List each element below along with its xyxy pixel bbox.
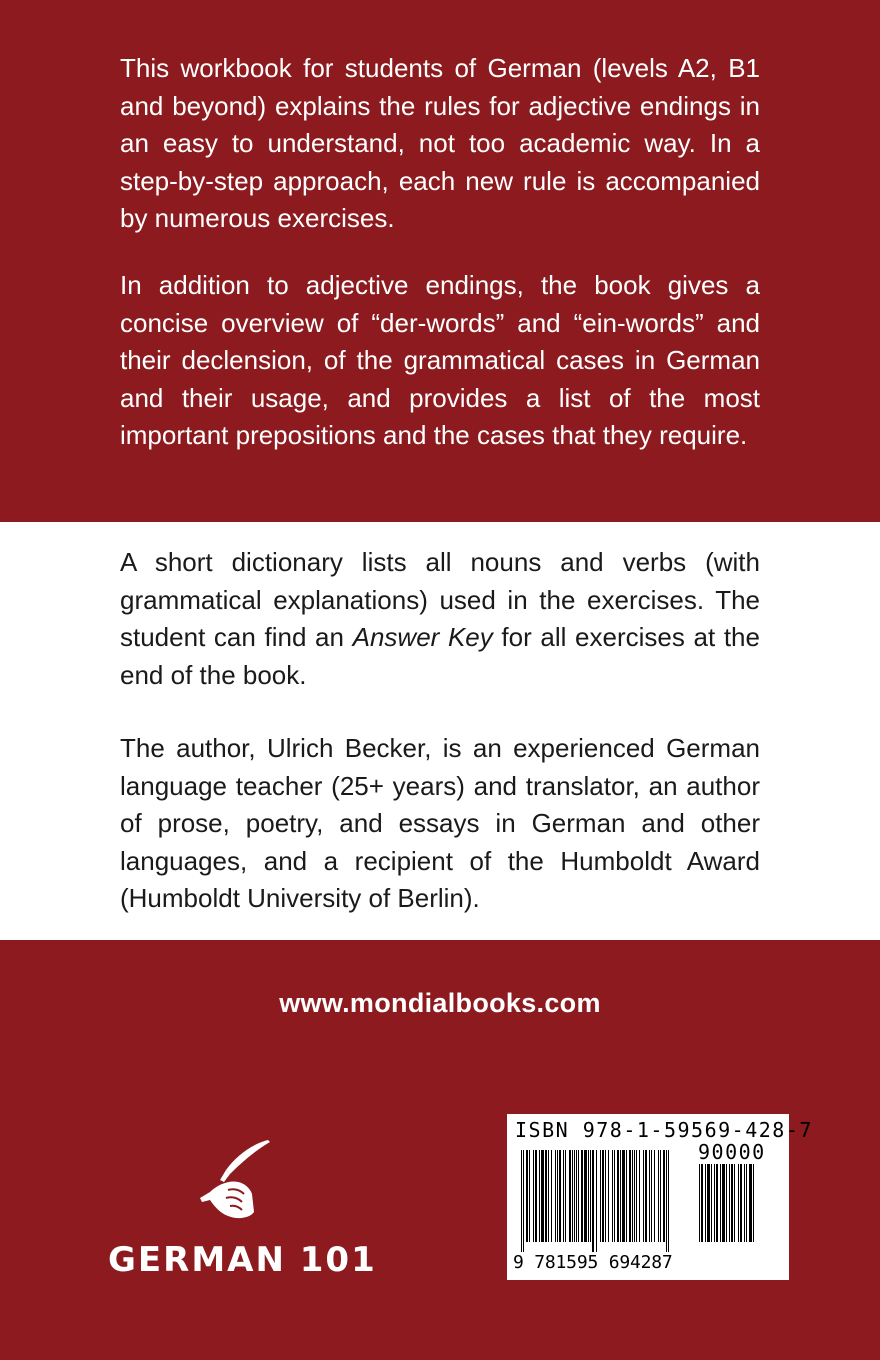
barcode-bar (622, 1150, 625, 1242)
barcode-bar (740, 1164, 742, 1242)
barcode-bar (660, 1150, 661, 1242)
price-code: 90000 (698, 1140, 766, 1164)
barcode-bar (608, 1150, 609, 1242)
barcode-bar (651, 1150, 652, 1242)
barcode-bar (668, 1150, 669, 1252)
barcode-bar (555, 1150, 556, 1242)
barcode-bar (526, 1150, 528, 1242)
dictionary-text-start: A short dictionary lists all nouns and verbs (with grammatical explanations) used in the exercises. The student can find an (120, 547, 760, 652)
isbn-label: ISBN 978-1-59569-428-7 (515, 1118, 813, 1142)
barcode-bar (632, 1150, 633, 1242)
quill-hand-logo-svg (190, 1130, 290, 1230)
barcode-bar (701, 1164, 703, 1242)
barcode-bar (636, 1150, 637, 1242)
answer-key-emphasis: Answer Key (352, 622, 493, 652)
dictionary-text-end: for all exercises at the end of the book. (120, 622, 760, 690)
isbn-barcode (507, 1114, 813, 1280)
barcode-bar (574, 1150, 575, 1242)
barcode-bar (734, 1164, 735, 1242)
barcode-bar (720, 1164, 721, 1242)
barcode-bar (588, 1150, 589, 1242)
top-red-section (0, 0, 880, 522)
barcode-bar (612, 1150, 613, 1242)
barcode-bar (581, 1150, 583, 1242)
ean-barcode-bars (521, 1150, 693, 1252)
publisher-website: www.mondialbooks.com (279, 988, 601, 1018)
barcode-bar (596, 1150, 597, 1252)
bottom-red-section (0, 940, 880, 1360)
barcode-bar (541, 1150, 544, 1242)
barcode-bar (663, 1150, 665, 1242)
barcode-bar (753, 1164, 754, 1242)
description-paragraph-1: This workbook for students of German (levels A2, B1 and beyond) explains the rules for adjective endings in an easy to understand, not too academic way. In a step-by-step approach, each new rule is accompanied by numerous exercises. (120, 53, 760, 233)
barcode-digits: 9 781595 694287 (513, 1252, 673, 1273)
barcode-bar (602, 1150, 604, 1242)
barcode-bar (551, 1150, 552, 1242)
barcode-bar (578, 1150, 579, 1242)
barcode-bar (545, 1150, 547, 1242)
barcode-bar (548, 1150, 549, 1242)
middle-white-section (0, 522, 880, 940)
barcode-bar (654, 1150, 655, 1242)
barcode-bar (539, 1150, 540, 1242)
barcode-bar (605, 1150, 606, 1242)
barcode-bar (731, 1164, 733, 1242)
barcode-bar (620, 1150, 621, 1242)
barcode-bar (626, 1150, 627, 1242)
barcode-bar (705, 1164, 706, 1242)
barcode-bar (563, 1150, 564, 1242)
barcode-bar (746, 1164, 747, 1242)
barcode-bar (749, 1164, 752, 1242)
barcode-bar (529, 1150, 530, 1242)
quill-hand-icon (190, 1130, 290, 1230)
barcode-bar (592, 1150, 594, 1252)
barcode-bar (645, 1150, 647, 1242)
barcode-bar (617, 1150, 619, 1242)
barcode-bar (535, 1150, 537, 1242)
barcode-bar (707, 1164, 710, 1242)
barcode-bar (729, 1164, 730, 1242)
barcode-bar (744, 1164, 745, 1242)
barcode-bar (614, 1150, 615, 1242)
barcode-bar (714, 1164, 715, 1242)
barcode-bar (643, 1150, 644, 1242)
barcode-bar (711, 1164, 712, 1242)
barcode-bar (565, 1150, 566, 1242)
barcode-bar (557, 1150, 558, 1242)
addon-barcode-bars (699, 1164, 779, 1252)
barcode-bar (523, 1150, 524, 1252)
barcode-bar (699, 1164, 700, 1242)
barcode-bar (639, 1150, 640, 1242)
barcode-bar (576, 1150, 577, 1242)
barcode-bar (716, 1164, 718, 1242)
barcode-bar (722, 1164, 725, 1242)
dictionary-paragraph (120, 544, 760, 694)
barcode-bar (738, 1164, 739, 1242)
barcode-bar (629, 1150, 631, 1242)
barcode-bar (634, 1150, 635, 1242)
description-paragraph-2: In addition to adjective endings, the book gives a concise overview of “der-words” and “ein-words” and their declension, of the grammatical cases in German and their usage, and provides a list of the most important prepositions and the cases that they require. (120, 270, 760, 450)
barcode-bar (584, 1150, 587, 1242)
barcode-bar (572, 1150, 573, 1242)
barcode-bar (666, 1150, 667, 1252)
barcode-bar (521, 1150, 522, 1252)
barcode-bar (649, 1150, 650, 1242)
barcode-bar (726, 1164, 727, 1242)
author-paragraph: The author, Ulrich Becker, is an experienced German language teacher (25+ years) and translator, an author of prose, poetry, and essays in German and other languages, and a recipient of the Humboldt Award (Humboldt University of Berlin). (120, 733, 760, 913)
barcode-bar (658, 1150, 659, 1242)
barcode-bar (533, 1150, 534, 1242)
barcode-bar (559, 1150, 561, 1242)
barcode-bar (569, 1150, 571, 1242)
barcode-bar (590, 1150, 591, 1242)
series-title: GERMAN 101 (108, 1240, 377, 1280)
barcode-bar (600, 1150, 601, 1242)
